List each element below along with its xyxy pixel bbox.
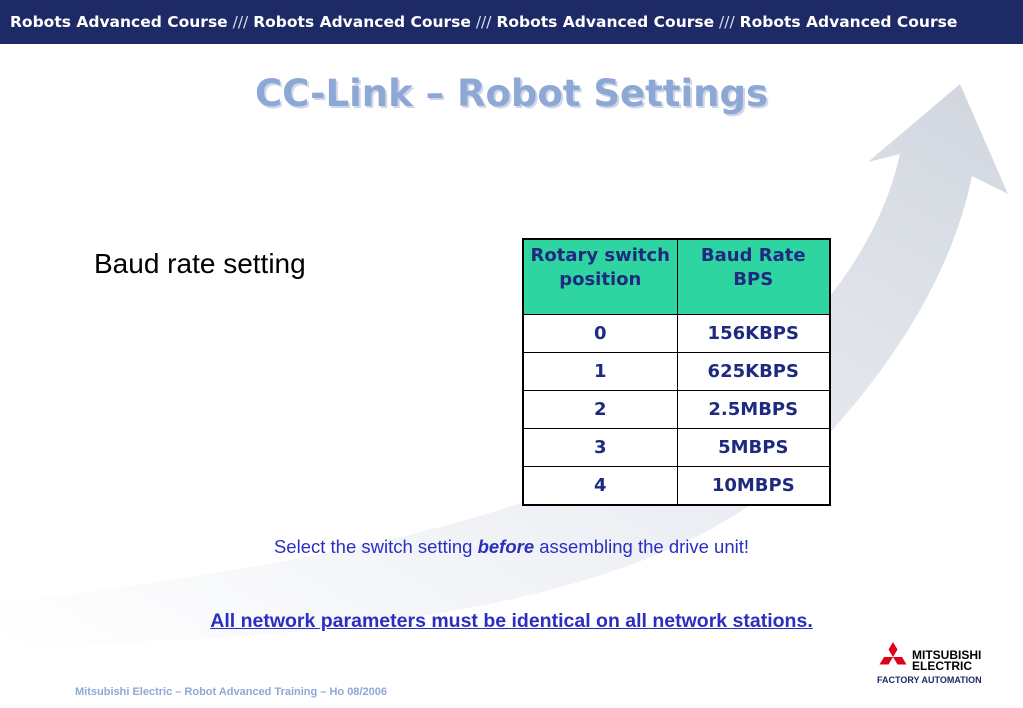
baud-rate-table — [522, 238, 831, 506]
background-arrow-swoosh — [0, 44, 1023, 708]
cell-switch-position: 1 — [523, 352, 677, 390]
footer-text: Mitsubishi Electric – Robot Advanced Training – Ho 08/2006 — [75, 686, 387, 698]
banner-separator-1: /// — [227, 13, 254, 31]
three-diamonds-icon — [876, 642, 910, 672]
cell-baud-rate: 10MBPS — [677, 466, 830, 505]
banner-separator-3: /// — [714, 13, 740, 31]
cell-switch-position: 0 — [523, 314, 677, 352]
header-rotary-switch: Rotary switch position — [523, 239, 677, 314]
note-emphasis: before — [477, 536, 535, 557]
logo-line-2: ELECTRIC — [912, 659, 972, 673]
cell-baud-rate: 625KBPS — [677, 352, 830, 390]
cell-baud-rate: 2.5MBPS — [677, 390, 830, 428]
cell-switch-position: 4 — [523, 466, 677, 505]
logo-factory-automation: FACTORY AUTOMATION — [877, 675, 982, 685]
note-before-text: Select the switch setting — [273, 536, 478, 557]
banner-course-2: Robots Advanced Course — [253, 13, 471, 31]
banner-course-3: Robots Advanced Course — [496, 13, 715, 31]
bullet-baud-rate-setting: Baud rate setting — [94, 248, 306, 279]
cell-baud-rate: 5MBPS — [677, 428, 830, 466]
slide-title: CC-Link – Robot Settings — [254, 72, 768, 115]
logo-wordmark — [912, 650, 981, 672]
table-row — [523, 466, 830, 505]
banner-separator-2: /// — [470, 13, 497, 31]
table-row — [523, 428, 830, 466]
diamond-top — [889, 642, 898, 657]
network-parameters-warning: All network parameters must be identical on all network stations. — [210, 610, 813, 632]
table-row — [523, 390, 830, 428]
banner-course-4: Robots Advanced Course — [739, 13, 958, 31]
note-after-text: assembling the drive unit! — [534, 536, 750, 557]
switch-setting-note — [0, 536, 1023, 558]
header-baud-rate: Baud Rate BPS — [677, 239, 830, 314]
mitsubishi-electric-logo — [876, 642, 996, 688]
logo-line-1: MITSUBISHI — [912, 648, 982, 662]
table-row — [523, 352, 830, 390]
table-row — [523, 314, 830, 352]
diamond-left — [880, 657, 894, 665]
banner-course-1: Robots Advanced Course — [10, 13, 228, 31]
cell-switch-position: 2 — [523, 390, 677, 428]
cell-switch-position: 3 — [523, 428, 677, 466]
top-banner — [0, 0, 1023, 44]
cell-baud-rate: 156KBPS — [677, 314, 830, 352]
table-header-row — [523, 239, 830, 314]
diamond-right — [893, 657, 907, 665]
